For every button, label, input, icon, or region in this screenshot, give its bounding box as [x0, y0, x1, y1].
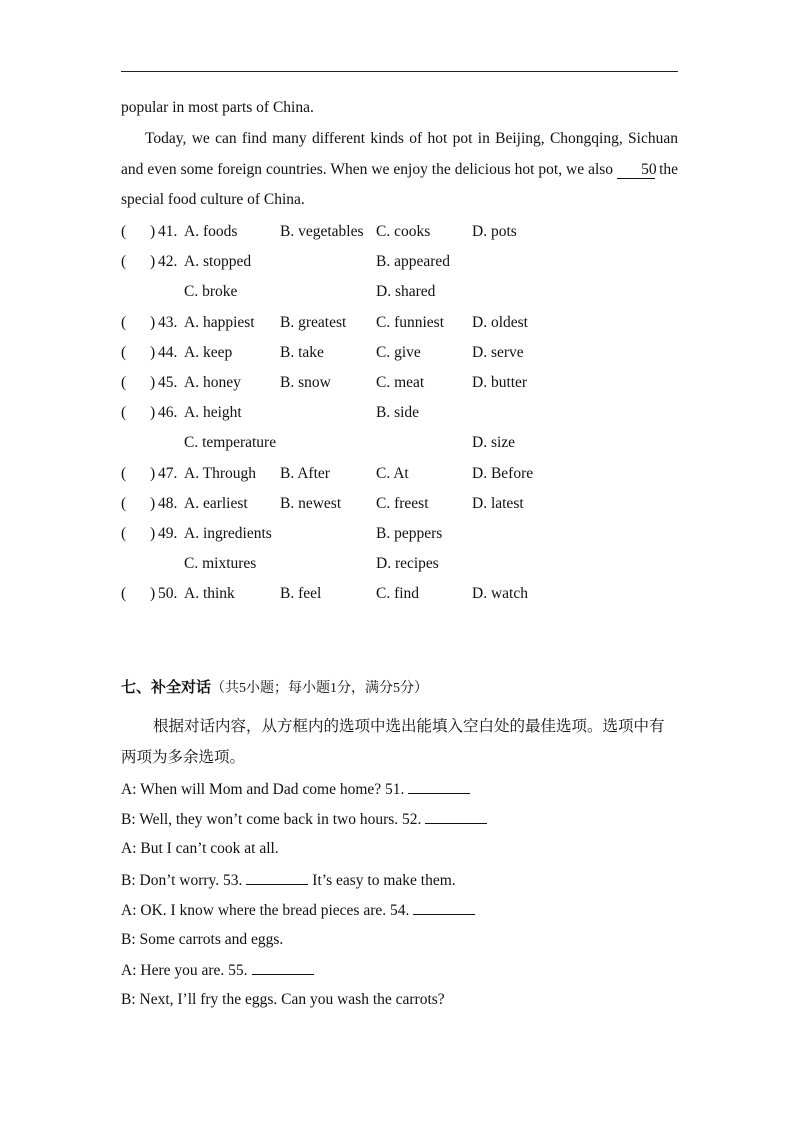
question-row [121, 282, 681, 302]
dialogue-text: A: OK. I know where the bread pieces are. 54. [121, 901, 410, 919]
question-option-b[interactable]: B. newest [280, 494, 342, 512]
question-option-c[interactable]: C. At [376, 464, 409, 482]
question-option-a[interactable]: A. honey [184, 374, 241, 391]
question-row [121, 313, 681, 333]
section-instructions: 根据对话内容，从方框内的选项中选出能填入空白处的最佳选项。选项中有两项为多余选项。 [121, 718, 665, 766]
question-row [121, 373, 681, 393]
question-option-c[interactable]: C. meat [376, 374, 425, 391]
question-option-b[interactable]: B. feel [280, 585, 322, 603]
dialogue-text: B: Don’t worry. 53. [121, 871, 243, 889]
question-option-a[interactable]: A. foods [184, 223, 238, 240]
question-number: 48. [158, 494, 178, 512]
question-number: 46. [158, 404, 178, 422]
answer-blank[interactable] [252, 960, 314, 975]
question-option-c[interactable]: C. freest [376, 494, 429, 512]
dialogue-text: A: When will Mom and Dad come home? 51. [121, 781, 405, 798]
dialogue-line [121, 809, 487, 830]
question-option-a[interactable]: A. think [184, 585, 235, 603]
question-option-b[interactable]: B. After [280, 464, 330, 482]
question-open-paren: ( [121, 343, 127, 361]
question-option-a[interactable]: A. earliest [184, 494, 248, 512]
question-option-c[interactable]: D. shared [376, 283, 436, 301]
question-option-d[interactable]: D. pots [472, 223, 517, 240]
question-close-paren: ) [150, 223, 156, 240]
question-close-paren: ) [150, 525, 156, 542]
question-option-a[interactable]: A. stopped [184, 253, 252, 271]
question-number: 45. [158, 374, 178, 391]
question-row [121, 524, 681, 544]
passage-line: popular in most parts of China. [121, 99, 314, 116]
passage-paragraph [121, 124, 678, 216]
question-close-paren: ) [150, 313, 156, 331]
question-open-paren: ( [121, 253, 127, 271]
dialogue-text: B: Some carrots and eggs. [121, 931, 284, 948]
dialogue-text: B: Next, I’ll fry the eggs. Can you wash the carrots? [121, 991, 445, 1009]
dialogue-text: B: Well, they won’t come back in two hours. 52. [121, 811, 422, 829]
question-option-b[interactable]: B. snow [280, 374, 331, 391]
question-option-c[interactable]: B. peppers [376, 525, 443, 542]
question-open-paren: ( [121, 464, 127, 482]
passage-text-end: the special food culture of China. [121, 160, 678, 208]
question-option-a[interactable]: A. height [184, 404, 242, 422]
question-open-paren: ( [121, 313, 127, 331]
question-option-c[interactable]: D. recipes [376, 555, 439, 573]
answer-blank[interactable] [425, 809, 487, 824]
question-close-paren: ) [150, 494, 156, 512]
question-option-c[interactable]: C. cooks [376, 223, 431, 240]
question-number: 41. [158, 223, 178, 240]
question-row [121, 433, 681, 453]
dialogue-line [121, 930, 283, 950]
question-open-paren: ( [121, 494, 127, 512]
question-open-paren: ( [121, 404, 127, 422]
answer-blank-50: 50 [617, 162, 655, 179]
passage-text: Today, we can find many different kinds of hot pot in Beijing, Chongqing, Sichuan and even some foreign countries. When we enjoy the delicious hot pot, we also [121, 130, 678, 178]
top-rule [121, 71, 678, 72]
dialogue-text: A: But I can’t cook at all. [121, 840, 279, 858]
question-option-d[interactable]: D. latest [472, 494, 524, 512]
section-note: （共5小题；每小题1分，满分5分） [211, 681, 429, 696]
question-close-paren: ) [150, 585, 156, 603]
question-row [121, 554, 681, 574]
question-close-paren: ) [150, 374, 156, 391]
question-option-a[interactable]: A. happiest [184, 313, 255, 331]
question-option-c[interactable]: C. give [376, 343, 421, 361]
question-option-a[interactable]: C. broke [184, 283, 238, 301]
section-title: 七、补全对话 [121, 678, 212, 696]
question-number: 50. [158, 585, 178, 603]
answer-blank[interactable] [408, 779, 470, 794]
question-open-paren: ( [121, 525, 127, 542]
dialogue-line [121, 990, 445, 1010]
question-option-b[interactable]: B. vegetables [280, 223, 364, 240]
question-open-paren: ( [121, 374, 127, 391]
question-open-paren: ( [121, 223, 127, 240]
question-option-b[interactable]: B. take [280, 343, 324, 361]
question-number: 49. [158, 525, 178, 542]
question-row [121, 464, 681, 484]
dialogue-text-after: It’s easy to make them. [308, 871, 456, 889]
question-option-a[interactable]: A. ingredients [184, 525, 272, 542]
question-option-d[interactable]: D. butter [472, 374, 528, 391]
dialogue-line [121, 839, 279, 859]
question-close-paren: ) [150, 343, 156, 361]
question-option-d[interactable]: D. watch [472, 585, 528, 603]
answer-blank[interactable] [413, 900, 475, 915]
dialogue-text: A: Here you are. 55. [121, 962, 248, 980]
question-option-c[interactable]: C. find [376, 585, 420, 603]
question-option-a[interactable]: A. Through [184, 464, 257, 482]
question-number: 42. [158, 253, 178, 271]
dialogue-line [121, 870, 456, 891]
question-option-c[interactable]: B. side [376, 404, 420, 422]
question-option-d[interactable]: D. oldest [472, 313, 528, 331]
question-open-paren: ( [121, 585, 127, 603]
question-row [121, 494, 681, 514]
question-number: 47. [158, 464, 178, 482]
question-row [121, 222, 681, 242]
question-option-d[interactable]: D. serve [472, 343, 524, 361]
question-option-d[interactable]: D. Before [472, 464, 534, 482]
dialogue-line [121, 779, 470, 800]
question-option-c[interactable]: B. appeared [376, 253, 451, 271]
question-option-c[interactable]: C. funniest [376, 313, 445, 331]
section-heading [121, 676, 428, 697]
dialogue-line [121, 900, 475, 921]
question-option-b[interactable]: B. greatest [280, 313, 347, 331]
question-option-a[interactable]: C. mixtures [184, 555, 257, 573]
question-option-a[interactable]: C. temperature [184, 434, 277, 452]
question-option-d[interactable]: D. size [472, 434, 516, 452]
question-row [121, 403, 681, 423]
question-row [121, 252, 681, 272]
question-close-paren: ) [150, 253, 156, 271]
question-number: 43. [158, 313, 178, 331]
question-close-paren: ) [150, 464, 156, 482]
answer-blank[interactable] [246, 870, 308, 885]
question-option-a[interactable]: A. keep [184, 343, 233, 361]
question-number: 44. [158, 343, 178, 361]
question-close-paren: ) [150, 404, 156, 422]
dialogue-line [121, 960, 314, 981]
question-row [121, 584, 681, 604]
question-row [121, 343, 681, 363]
